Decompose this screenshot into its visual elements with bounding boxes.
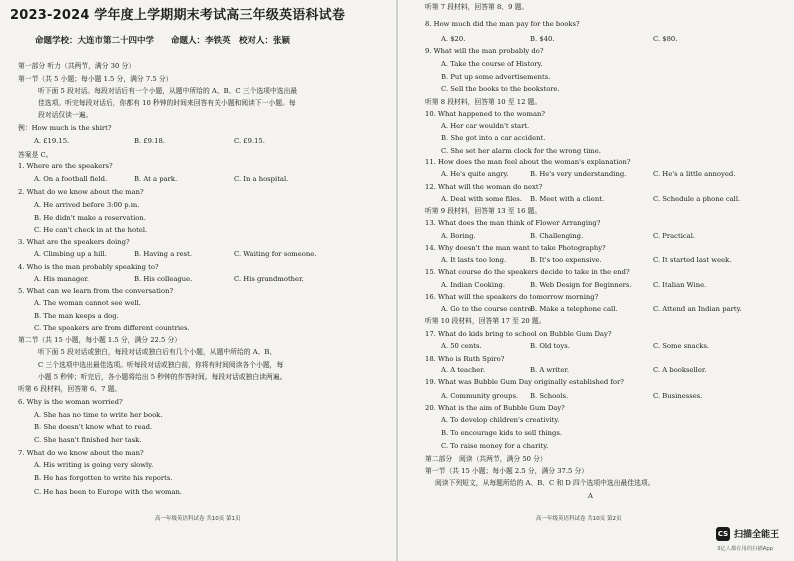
- page2-option: C. He's a little annoyed.: [653, 170, 736, 178]
- page2-option: C. A bookseller.: [653, 366, 707, 374]
- page2-text-line: 8. How much did the man pay for the books?: [425, 20, 580, 28]
- page1-text-line: 6. Why is the woman worried?: [18, 398, 123, 406]
- page2-option: C. Businesses.: [653, 392, 703, 400]
- page2-text-line: B. She got into a car accident.: [441, 134, 546, 142]
- page2-text-line: A. Take the course of History.: [441, 60, 543, 68]
- page2-option: A. 50 cents.: [441, 342, 482, 350]
- page1-option: A. His manager.: [34, 275, 89, 283]
- page2-text-line: C. To raise money for a charity.: [441, 442, 549, 450]
- page1-text-line: B. He has forgotten to write his reports.: [34, 474, 173, 482]
- scanner-app-tagline: 3亿人都在用的扫描App: [717, 546, 774, 552]
- page2-text-line: 16. What will the speakers do tomorrow morning?: [425, 293, 599, 301]
- page1-text-line: 1. Where are the speakers?: [18, 162, 113, 170]
- page2-option: A. He's quite angry.: [441, 170, 509, 178]
- page2-text-line: 阅读下列短文，从每题所给的 A、B、C 和 D 四个选项中选出最佳选项。: [435, 479, 655, 487]
- page2-option: C. Italian Wine.: [653, 281, 707, 289]
- page1-text-line: C. She hasn't finished her task.: [34, 436, 142, 444]
- page1-option: B. His colleague.: [134, 275, 193, 283]
- page2-option: C. It started last week.: [653, 256, 732, 264]
- page2-text-line: 第二部分 阅读（共两节，满分 50 分）: [425, 455, 547, 463]
- page2-option: B. Meet with a client.: [530, 195, 605, 203]
- page1-text-line: 2. What do we know about the man?: [18, 188, 144, 196]
- page2-option: B. Make a telephone call.: [530, 305, 618, 313]
- page2-option: A. Indian Cooking.: [441, 281, 505, 289]
- page1-text-line: 例：How much is the shirt?: [18, 124, 112, 132]
- page1-text-line: 3. What are the speakers doing?: [18, 238, 130, 246]
- page2-text-line: C. She set her alarm clock for the wrong time.: [441, 147, 601, 155]
- page1-text-line: 小题 5 秒钟；听完后，各小题将给出 5 秒钟的作答时间。每段对话或独白读两遍。: [38, 373, 287, 381]
- page-2-footer: 高一年级英语科试卷 共10页 第2页: [536, 516, 622, 522]
- exam-subtitle: 命题学校：大连市第二十四中学 命题人：李铁英 校对人：张颖: [35, 36, 291, 46]
- page1-option: A. Climbing up a hill.: [34, 250, 107, 258]
- page1-text-line: 段对话仅读一遍。: [38, 111, 93, 119]
- page2-option: C. Schedule a phone call.: [653, 195, 741, 203]
- page1-text-line: 听下面 5 段对话。每段对话后有一个小题，从题中所给的 A、B、C 三个选项中选出最: [38, 87, 298, 95]
- page2-text-line: 20. What is the aim of Bubble Gum Day?: [425, 404, 565, 412]
- page2-text-line: 听第 7 段材料，回答第 8、9 题。: [425, 3, 529, 11]
- page2-text-line: 18. Who is Ruth Spiro?: [425, 355, 505, 363]
- page2-text-line: 听第 10 段材料，回答第 17 至 20 题。: [425, 317, 546, 325]
- page-2: [398, 0, 794, 561]
- page2-text-line: A: [588, 492, 593, 500]
- scanner-app-name: 扫描全能王: [734, 530, 780, 540]
- page1-option: B. Having a rest.: [134, 250, 193, 258]
- page2-text-line: 17. What do kids bring to school on Bubble Gum Day?: [425, 330, 612, 338]
- page1-option: C. In a hospital.: [234, 175, 289, 183]
- page2-text-line: 第一节（共 15 小题；每小题 2.5 分，满分 37.5 分）: [425, 467, 589, 475]
- page1-text-line: B. The man keeps a dog.: [34, 312, 119, 320]
- page-1-footer: 高一年级英语科试卷 共10页 第1页: [155, 516, 241, 522]
- page1-text-line: 听第 6 段材料，回答第 6、7 题。: [18, 385, 122, 393]
- page2-option: B. Web Design for Beginners.: [530, 281, 632, 289]
- page2-option: C. $80.: [653, 35, 678, 43]
- page1-text-line: 7. What do we know about the man?: [18, 449, 144, 457]
- page1-text-line: A. His writing is going very slowly.: [34, 461, 154, 469]
- page2-text-line: B. Put up some advertisements.: [441, 73, 551, 81]
- page1-text-line: 听下面 5 段对话或独白，每段对话或独白后有几个小题，从题中所给的 A、B、: [38, 348, 277, 356]
- page2-text-line: 11. How does the man feel about the woman's explanation?: [425, 158, 631, 166]
- page2-option: B. Old toys.: [530, 342, 570, 350]
- page1-text-line: C. He can't check in at the hotel.: [34, 226, 148, 234]
- page2-text-line: C. Sell the books to the bookstore.: [441, 85, 560, 93]
- page2-text-line: 听第 8 段材料，回答第 10 至 12 题。: [425, 98, 542, 106]
- page2-option: C. Some snacks.: [653, 342, 710, 350]
- page2-option: A. A teacher.: [441, 366, 485, 374]
- page1-text-line: C. He has been to Europe with the woman.: [34, 488, 183, 496]
- page-1: [0, 0, 396, 561]
- page2-text-line: A. Her car wouldn't start.: [441, 122, 530, 130]
- page2-option: C. Attend an Indian party.: [653, 305, 742, 313]
- page2-text-line: 15. What course do the speakers decide to take in the end?: [425, 268, 630, 276]
- page2-text-line: A. To develop children's creativity.: [441, 416, 560, 424]
- page1-text-line: 第一部分 听力（共两节，满分 30 分）: [18, 62, 136, 70]
- page1-option: C. Waiting for someone.: [234, 250, 317, 258]
- exam-title: 2023-2024 学年度上学期期末考试高三年级英语科试卷: [10, 8, 346, 23]
- page2-option: B. Challenging.: [530, 232, 584, 240]
- page1-option: A. On a football field.: [34, 175, 108, 183]
- page1-text-line: A. He arrived before 3:00 p.m.: [34, 201, 140, 209]
- page2-text-line: 10. What happened to the woman?: [425, 110, 546, 118]
- page2-text-line: 12. What will the woman do next?: [425, 183, 543, 191]
- page1-text-line: 佳选项。听完每段对话后，你都有 10 秒钟的时间来回答有关小题和阅读下一小题。每: [38, 99, 296, 107]
- page1-option: A. £19.15.: [34, 137, 70, 145]
- page2-option: A. $20.: [441, 35, 466, 43]
- page2-option: A. Go to the course centre.: [441, 305, 534, 313]
- page1-text-line: C. The speakers are from different countries.: [34, 324, 190, 332]
- page2-option: C. Practical.: [653, 232, 696, 240]
- page1-text-line: A. She has no time to write her book.: [34, 411, 163, 419]
- page2-option: A. It lasts too long.: [441, 256, 507, 264]
- page1-text-line: B. She doesn't know what to read.: [34, 423, 153, 431]
- page2-text-line: 13. What does the man think of Flower Arranging?: [425, 219, 601, 227]
- page1-text-line: 答案是 C。: [18, 151, 53, 159]
- page1-text-line: 第一节（共 5 小题；每小题 1.5 分，满分 7.5 分）: [18, 75, 173, 83]
- page2-text-line: 听第 9 段材料，回答第 13 至 16 题。: [425, 207, 542, 215]
- page2-text-line: 14. Why doesn't the man want to take Photography?: [425, 244, 606, 252]
- page2-option: B. Schools.: [530, 392, 569, 400]
- page1-text-line: 5. What can we learn from the conversation?: [18, 287, 174, 295]
- page1-text-line: A. The woman cannot see well.: [34, 299, 141, 307]
- page1-text-line: 第二节（共 15 小题，每小题 1.5 分，满分 22.5 分）: [18, 336, 182, 344]
- page2-option: B. $40.: [530, 35, 555, 43]
- page2-option: B. A writer.: [530, 366, 570, 374]
- page2-option: A. Community groups.: [441, 392, 519, 400]
- page2-option: B. It's too expensive.: [530, 256, 602, 264]
- page1-text-line: B. He didn't make a reservation.: [34, 214, 146, 222]
- page1-text-line: 4. Who is the man probably speaking to?: [18, 263, 159, 271]
- page1-option: C. His grandmother.: [234, 275, 304, 283]
- page2-text-line: 9. What will the man probably do?: [425, 47, 544, 55]
- page2-option: A. Deal with some files.: [441, 195, 522, 203]
- page2-text-line: 19. What was Bubble Gum Day originally established for?: [425, 378, 624, 386]
- page2-option: A. Boring.: [441, 232, 476, 240]
- page2-option: B. He's very understanding.: [530, 170, 627, 178]
- page1-option: C. £9.15.: [234, 137, 265, 145]
- page1-text-line: C 三个选项中选出最佳选项。听每段对话或独白前，你将有时间阅读各个小题，每: [38, 361, 284, 369]
- scanner-app-logo-icon: CS: [716, 527, 730, 541]
- page1-option: B. £9.18.: [134, 137, 165, 145]
- page2-text-line: B. To encourage kids to sell things.: [441, 429, 563, 437]
- page1-option: B. At a park.: [134, 175, 178, 183]
